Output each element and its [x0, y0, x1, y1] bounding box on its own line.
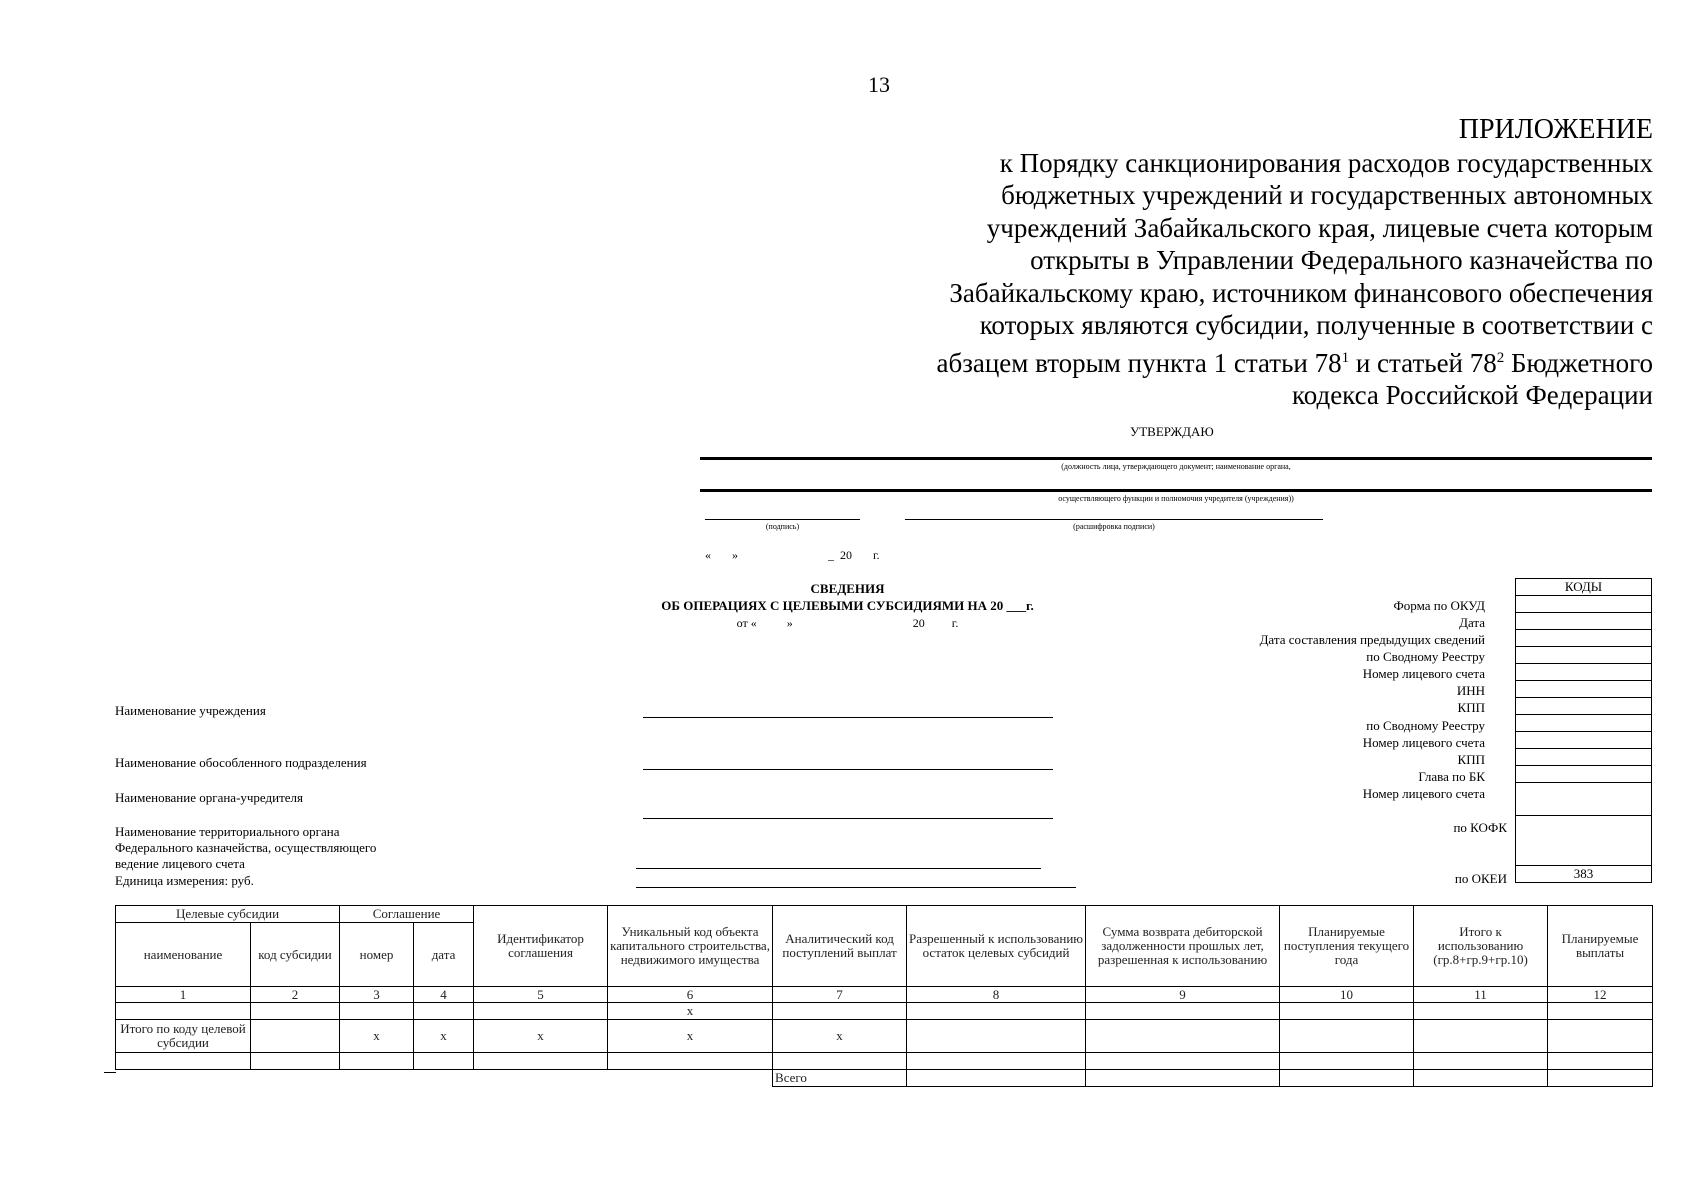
table-cell[interactable]: [1280, 1020, 1414, 1053]
codes-table: [1515, 578, 1652, 883]
col-num: 8: [907, 987, 1086, 1003]
table-cell[interactable]: [1086, 1053, 1280, 1070]
codes-header: КОДЫ: [1516, 579, 1652, 596]
doc-title: СВЕДЕНИЯ: [810, 581, 885, 596]
treasury-label-1: Наименование территориального органа: [115, 824, 340, 839]
table-cell-mark: x: [340, 1020, 414, 1053]
code-cell[interactable]: [1516, 647, 1652, 664]
code-cell[interactable]: [1516, 698, 1652, 715]
table-cell[interactable]: [116, 1003, 251, 1020]
table-cell[interactable]: [1548, 1053, 1653, 1070]
table-cell[interactable]: [414, 1003, 474, 1020]
table-cell[interactable]: [1280, 1053, 1414, 1070]
approval-date: « » _ 20 г.: [705, 548, 880, 562]
table-cell-mark: x: [608, 1020, 773, 1053]
col-num: 11: [1414, 987, 1548, 1003]
col-num: 7: [773, 987, 907, 1003]
table-cell-mark: x: [414, 1020, 474, 1053]
grand-total-label: Всего: [773, 1070, 907, 1087]
code-label-registry-1: по Сводному Реестру: [1366, 649, 1485, 664]
decode-caption: (расшифровка подписи): [1073, 522, 1155, 531]
code-label-okei: по ОКЕИ: [1454, 871, 1507, 886]
treasury-label-2: Федерального казначейства, осуществляющего: [115, 840, 377, 855]
code-label-prev-date: Дата составления предыдущих сведений: [1259, 632, 1485, 647]
table-cell[interactable]: [474, 1003, 608, 1020]
operations-table: [115, 905, 1653, 1087]
table-cell[interactable]: [1086, 1070, 1280, 1087]
code-cell-okei: 383: [1516, 866, 1652, 883]
table-row-grand-total: [116, 1070, 1653, 1087]
table-cell[interactable]: [1548, 1070, 1653, 1087]
table-row: [116, 1053, 1653, 1070]
col-num: 6: [608, 987, 773, 1003]
table-cell[interactable]: [1414, 1003, 1548, 1020]
code-label-date: Дата: [1459, 615, 1485, 630]
page-number: 13: [868, 72, 890, 97]
table-cell[interactable]: [340, 1053, 414, 1070]
table-cell[interactable]: [1414, 1053, 1548, 1070]
table-cell[interactable]: [251, 1053, 340, 1070]
code-label-registry-2: по Сводному Реестру: [1366, 718, 1485, 733]
treasury-label-3: ведение лицевого счета: [115, 856, 245, 871]
code-cell[interactable]: [1516, 749, 1652, 766]
spacer: [116, 1070, 773, 1087]
table-cell[interactable]: [1548, 1020, 1653, 1053]
code-cell[interactable]: [1516, 732, 1652, 749]
table-cell[interactable]: [340, 1003, 414, 1020]
col-num: 4: [414, 987, 474, 1003]
founder-line: [643, 818, 1053, 819]
col-num: 3: [340, 987, 414, 1003]
table-cell[interactable]: [1548, 1003, 1653, 1020]
table-cell-mark: x: [608, 1003, 773, 1020]
col-planned-pay: Планируемые выплаты: [1548, 906, 1653, 987]
decode-line: [905, 519, 1323, 520]
subdivision-line: [643, 769, 1053, 770]
table-cell[interactable]: [474, 1053, 608, 1070]
total-by-code-label: Итого по коду целевой субсидии: [116, 1020, 251, 1053]
code-cell[interactable]: [1516, 715, 1652, 732]
col-analytic: Аналитический код поступлений выплат: [773, 906, 907, 987]
col-code: код субсидии: [251, 923, 340, 987]
table-cell[interactable]: [251, 1003, 340, 1020]
code-cell[interactable]: [1516, 630, 1652, 647]
table-cell[interactable]: [907, 1003, 1086, 1020]
table-cell[interactable]: [907, 1020, 1086, 1053]
code-cell[interactable]: [1516, 783, 1652, 816]
col-date: дата: [414, 923, 474, 987]
code-cell-kofk[interactable]: [1516, 816, 1652, 866]
code-label-account-2: Номер лицевого счета: [1362, 735, 1485, 750]
code-label-bk: Глава по БК: [1418, 769, 1485, 784]
code-cell[interactable]: [1516, 596, 1652, 613]
col-allowed: Разрешенный к использованию остаток целевых субсидий: [907, 906, 1086, 987]
institution-line: [643, 717, 1053, 718]
table-cell-mark: x: [773, 1020, 907, 1053]
table-cell[interactable]: [1414, 1020, 1548, 1053]
treasury-line: [636, 868, 1041, 869]
table-cell[interactable]: [1414, 1070, 1548, 1087]
code-label-account-1: Номер лицевого счета: [1362, 666, 1485, 681]
col-num: 1: [116, 987, 251, 1003]
approver-line-2: [700, 489, 1652, 492]
table-underline-stub: [104, 1072, 116, 1073]
table-cell[interactable]: [608, 1053, 773, 1070]
code-cell[interactable]: [1516, 681, 1652, 698]
table-cell[interactable]: [773, 1053, 907, 1070]
appendix-title: ПРИЛОЖЕНИЕ: [1458, 114, 1653, 145]
table-cell-mark: x: [474, 1020, 608, 1053]
table-cell[interactable]: [1086, 1003, 1280, 1020]
table-cell[interactable]: [116, 1053, 251, 1070]
code-cell[interactable]: [1516, 766, 1652, 783]
col-planned-income: Планируемые поступления текущего года: [1280, 906, 1414, 987]
appendix-text: к Порядку санкционирования расходов государственных бюджетных учреждений и государственных автономных учреждений Забайкальского края, лицевые счета которым открыты в Управлении Федерального казначейства по Забайкальскому краю, источником финансового обеспечения которых являются субсидии, полученные в соответствии с абзацем вторым пункта 1 статьи $78^1$ и статьей $78^2$ Бюджетного кодекса Российской Федерации: [936, 147, 1653, 410]
table-row: [116, 1003, 1653, 1020]
table-cell[interactable]: [414, 1053, 474, 1070]
table-cell[interactable]: [251, 1020, 340, 1053]
founder-label: Наименование органа-учредителя: [115, 790, 304, 805]
table-cell[interactable]: [907, 1053, 1086, 1070]
table-row-total-by-code: [116, 1020, 1653, 1053]
code-label-kofk: по КОФК: [1453, 820, 1507, 835]
col-number: номер: [340, 923, 414, 987]
signature-caption: (подпись): [765, 522, 800, 531]
col-identifier: Идентификатор соглашения: [474, 906, 608, 987]
unit-line: [636, 887, 1076, 888]
col-num: 12: [1548, 987, 1653, 1003]
approver-line: [700, 457, 1652, 460]
subdivision-label: Наименование обособленного подразделения: [115, 755, 367, 770]
col-num: 2: [251, 987, 340, 1003]
col-name: наименование: [116, 923, 251, 987]
code-label-account-3: Номер лицевого счета: [1362, 786, 1485, 801]
col-return: Сумма возврата дебиторской задолженности прошлых лет, разрешенная к использованию: [1086, 906, 1280, 987]
col-num: 5: [474, 987, 608, 1003]
group-subsidies: Целевые субсидии: [116, 906, 340, 923]
table-cell[interactable]: [773, 1003, 907, 1020]
col-num: 10: [1280, 987, 1414, 1003]
table-cell[interactable]: [1280, 1070, 1414, 1087]
approver-caption-1: (должность лица, утверждающего документ; наименование органа,: [1061, 462, 1291, 471]
approve-label: УТВЕРЖДАЮ: [1130, 424, 1214, 439]
table-cell[interactable]: [1086, 1020, 1280, 1053]
code-label-kpp-2: КПП: [1457, 752, 1485, 767]
approver-caption-2: осуществляющего функции и полномочия учредителя (учреждения)): [1058, 494, 1294, 503]
col-num: 9: [1086, 987, 1280, 1003]
doc-date: от « » 20 г.: [736, 616, 959, 630]
code-label-okud: Форма по ОКУД: [1393, 598, 1485, 613]
code-cell[interactable]: [1516, 613, 1652, 630]
appendix-block: [893, 114, 1653, 412]
code-label-inn: ИНН: [1456, 683, 1485, 698]
code-cell[interactable]: [1516, 664, 1652, 681]
col-object-code: Уникальный код объекта капитального строительства, недвижимого имущества: [608, 906, 773, 987]
table-cell[interactable]: [907, 1070, 1086, 1087]
group-agreement: Соглашение: [340, 906, 474, 923]
col-total: Итого к использованию (гр.8+гр.9+гр.10): [1414, 906, 1548, 987]
institution-label: Наименование учреждения: [115, 703, 266, 718]
doc-subtitle: ОБ ОПЕРАЦИЯХ С ЦЕЛЕВЫМИ СУБСИДИЯМИ НА 20 ___г.: [661, 598, 1034, 613]
signature-line: [705, 519, 860, 520]
table-cell[interactable]: [1280, 1003, 1414, 1020]
code-label-kpp-1: КПП: [1457, 700, 1485, 715]
unit-label: Единица измерения: руб.: [115, 873, 254, 888]
